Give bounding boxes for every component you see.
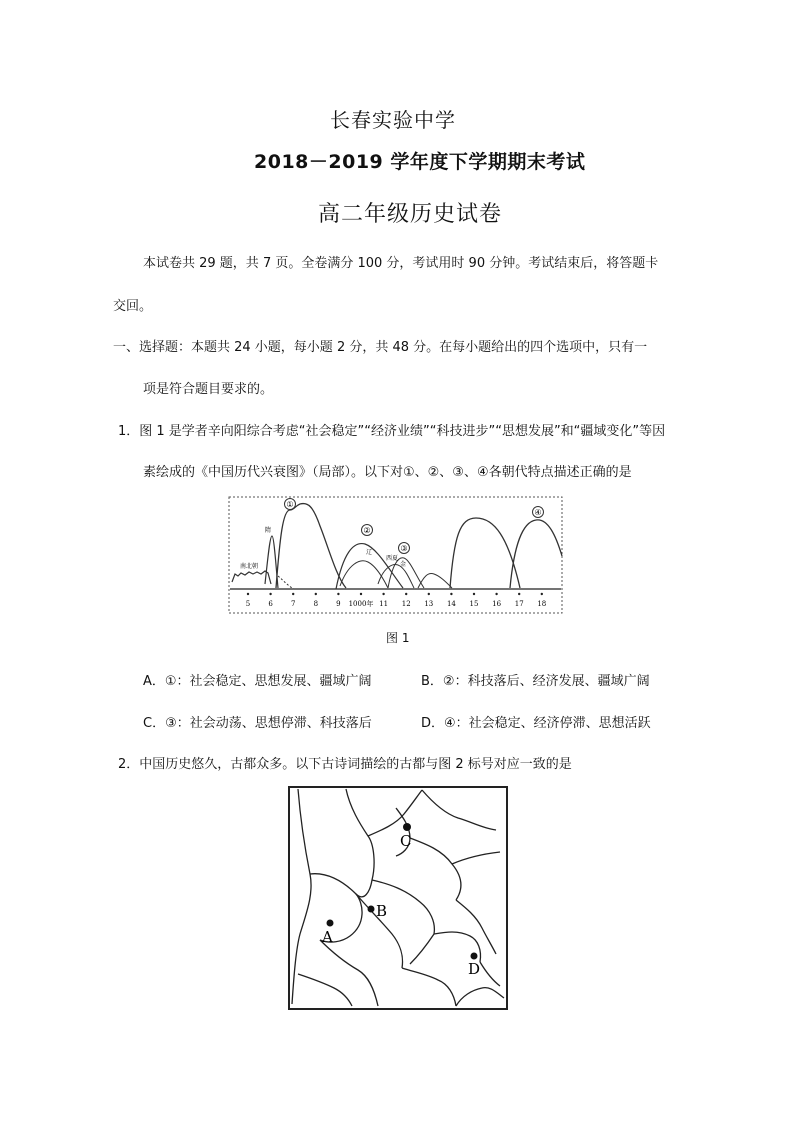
x-tick-mark (518, 593, 520, 595)
marker-1 (285, 499, 296, 510)
x-tick-mark (405, 593, 407, 595)
x-tick-mark (315, 593, 317, 595)
x-tick-mark (428, 593, 430, 595)
x-tick-mark (247, 593, 249, 595)
x-tick-label: 11 (379, 600, 389, 608)
x-tick-mark (450, 593, 452, 595)
x-tick-label: 9 (336, 600, 341, 608)
x-tick-mark (292, 593, 294, 595)
x-tick-mark (495, 593, 497, 595)
svg-text:②: ② (363, 526, 371, 535)
x-ticks (246, 593, 546, 608)
svg-text:④: ④ (534, 508, 542, 517)
school-name: 长春实验中学 (330, 108, 456, 132)
x-tick-mark (382, 593, 384, 595)
exam-title: 2018－2019 学年度下学期期末考试 (254, 151, 586, 173)
ancient-capitals-map (286, 784, 510, 1012)
curve-1 (276, 504, 346, 588)
x-tick-label: 14 (446, 600, 456, 608)
curve-xixia (378, 565, 414, 588)
x-tick-label: 15 (469, 600, 479, 608)
curve-ming (450, 518, 520, 588)
curve-liao (340, 561, 388, 588)
option-1c[interactable]: C．③：社会动荡、思想停滞、科技落后 (143, 716, 372, 731)
label-sui: 隋 (265, 527, 272, 534)
section1-line-2: 项是符合题目要求的。 (143, 382, 274, 397)
x-tick-mark (337, 593, 339, 595)
marker-3 (399, 543, 410, 554)
label-c: C (400, 832, 412, 850)
x-tick-label: 13 (424, 600, 434, 608)
x-tick-mark (541, 593, 543, 595)
x-tick-label: 12 (401, 600, 411, 608)
svg-text:③: ③ (400, 544, 408, 553)
paper-title: 高二年级历史试卷 (318, 202, 503, 227)
x-tick-label: 1000年 (348, 600, 374, 608)
point-d (471, 953, 478, 960)
x-tick-label: 6 (268, 600, 273, 608)
point-a (327, 920, 334, 927)
option-1b[interactable]: B．②：科技落后、经济发展、疆域广阔 (421, 674, 650, 689)
label-xixia: 西夏 (386, 555, 399, 562)
q1-stem-line-1: 1．图 1 是学者辛向阳综合考虑“社会稳定”“经济业绩”“科技进步”“思想发展”和“疆域变化”等因 (118, 424, 666, 439)
point-b (368, 906, 375, 913)
option-1a[interactable]: A．①：社会稳定、思想发展、疆域广阔 (143, 674, 372, 689)
svg-text:①: ① (286, 500, 294, 509)
x-tick-mark (360, 593, 362, 595)
label-b: B (376, 902, 388, 920)
x-tick-label: 16 (492, 600, 502, 608)
x-tick-label: 5 (245, 600, 251, 608)
marker-2 (362, 525, 373, 536)
intro-line-2: 交回。 (113, 299, 153, 314)
label-nanbeichao: 南北朝 (240, 563, 259, 570)
marker-4 (533, 507, 544, 518)
figure1-caption: 图 1 (386, 631, 410, 645)
section1-line-1: 一、选择题：本题共 24 小题，每小题 2 分，共 48 分。在每小题给出的四个选项中，只有一 (113, 340, 648, 355)
label-liao: 辽 (366, 549, 373, 556)
q2-stem-line-1: 2．中国历史悠久，古都众多。以下古诗词描绘的古都与图 2 标号对应一致的是 (118, 757, 572, 772)
q1-stem-line-2: 素绘成的《中国历代兴衰图》（局部）。以下对①、②、③、④各朝代特点描述正确的是 (143, 465, 632, 480)
x-tick-mark (269, 593, 271, 595)
x-tick-label: 7 (290, 600, 296, 608)
label-d: D (468, 960, 481, 978)
option-1d[interactable]: D．④：社会稳定、经济停滞、思想活跃 (421, 716, 651, 731)
x-tick-mark (473, 593, 475, 595)
label-jin: 金 (400, 561, 407, 568)
x-tick-label: 17 (514, 600, 524, 608)
intro-line-1: 本试卷共 29 题，共 7 页。全卷满分 100 分，考试用时 90 分钟。考试结束后，将答题卡 (143, 256, 659, 271)
dynasty-chart (228, 496, 564, 616)
x-tick-label: 8 (313, 600, 319, 608)
x-tick-label: 18 (537, 600, 547, 608)
label-a: A (322, 928, 333, 946)
point-c (403, 823, 411, 831)
curve-1-tail (278, 576, 294, 589)
